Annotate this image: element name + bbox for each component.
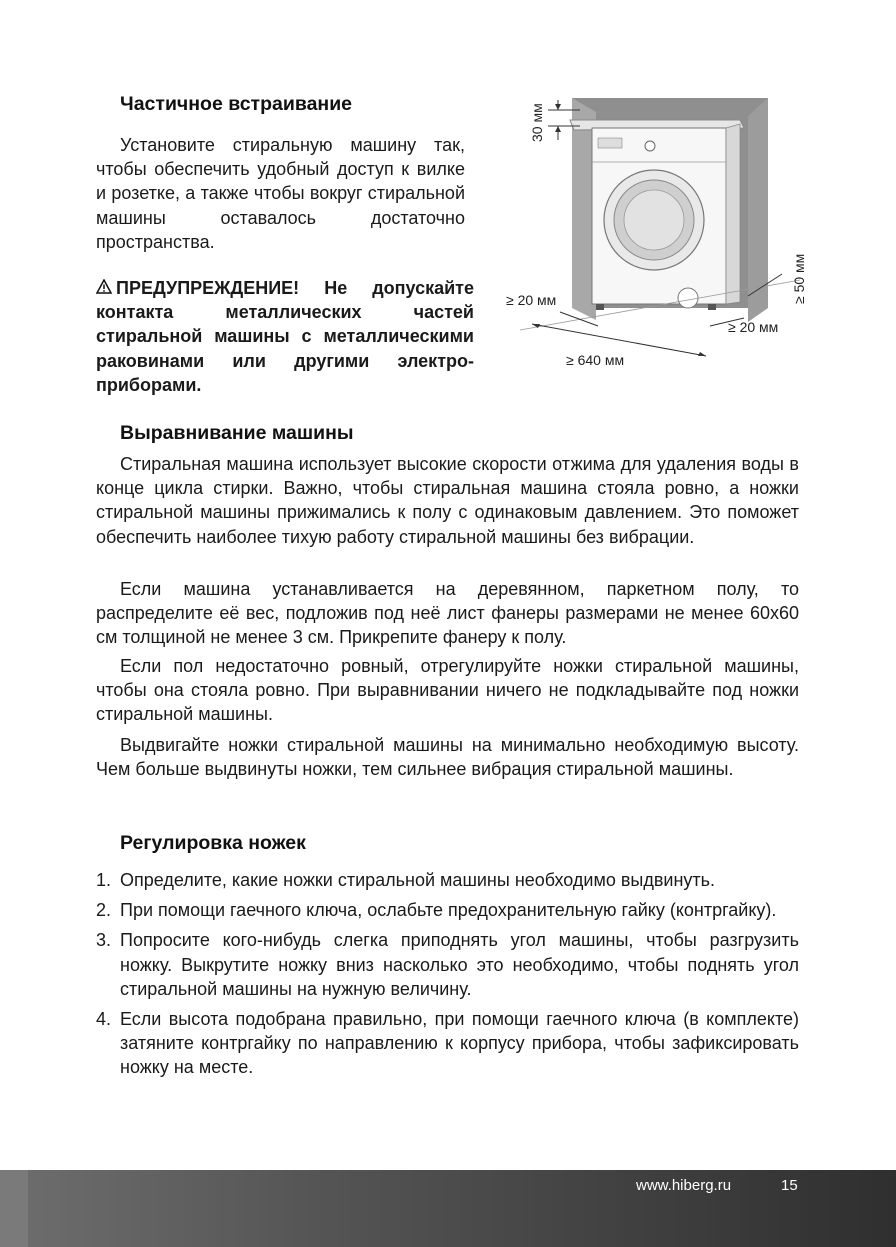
warning-icon [96,276,112,300]
washing-machine-illustration [592,124,740,310]
installation-clearance-diagram [500,90,820,380]
leveling-paragraph-3: Если пол недостаточно ровный, отрегулируйте ножки стиральной машины, чтобы она стояла ровно. При выравнивании ничего не подкладывайте под ножки стиральной машины. [96,656,799,725]
warning-label: ПРЕДУПРЕЖДЕНИЕ! [116,278,300,298]
section-title-leveling: Выравнивание машины [120,422,354,444]
list-item: 1. Определите, какие ножки стиральной машины необходимо выдвинуть. [96,870,716,890]
leveling-paragraph-2: Если машина устанавливается на деревянном, паркетном полу, то распределите её вес, подложив под неё лист фанеры размерами не менее 60x60 см толщиной не менее 3 см. Прикрепите фанеру к полу. [96,579,799,648]
page-number: 15 [781,1177,798,1194]
section-title-partial-built-in: Частичное встраивание [120,93,353,115]
dimension-back-gap: ≥ 50 мм [791,253,807,304]
list-item: 2. При помощи гаечного ключа, ослабьте предохранительную гайку (контргайку). [96,900,777,921]
list-item: 4. Если высота подобрана правильно, при помощи гаечного ключа (в комплекте) затяните контргайку по направлению к корпусу прибора, чтобы зафиксировать ножку на месте. [96,1009,799,1078]
page-footer [0,1170,896,1247]
list-item: 3. Попросите кого-нибудь слегка приподнять угол машины, чтобы разгрузить ножку. Выкрутите ножку вниз насколько это необходимо, чтобы поднять угол стиральной машины на нужную величину. [96,930,799,999]
footer-edge-strip [0,1170,28,1247]
warning-text: Не допускайте контакта металлических частей стиральной машины с металлическими раковинами или другими электро-приборами. [96,278,474,395]
section-title-feet-adjustment: Регулировка ножек [120,832,306,854]
dimension-top-gap: 30 мм [529,103,545,142]
feet-adjustment-steps [96,868,799,1086]
warning-block [96,276,474,397]
leveling-paragraph-4: Выдвигайте ножки стиральной машины на минимально необходимую высоту. Чем больше выдвинуты ножки, тем сильнее вибрация стиральной машины. [96,735,799,780]
dimension-side-gap-left: ≥ 20 мм [506,292,557,308]
leveling-paragraph-1: Стиральная машина использует высокие скорости отжима для удаления воды в конце цикла стирки. Важно, чтобы стиральная машина стояла ровно, а ножки стиральной машины прижимались к полу с одинаковым давлением. Это поможет обеспечить наиболее тихую работу стиральной машины без вибрации. [96,454,799,547]
footer-website-link[interactable]: www.hiberg.ru [636,1177,732,1194]
dimension-side-gap-right: ≥ 20 мм [728,319,779,335]
partial-built-in-paragraph: Установите стиральную машину так, чтобы обеспечить удобный доступ к вилке и розетке, а также чтобы вокруг стиральной машины оставалось достаточно пространства. [96,135,465,252]
dimension-width: ≥ 640 мм [566,352,625,368]
